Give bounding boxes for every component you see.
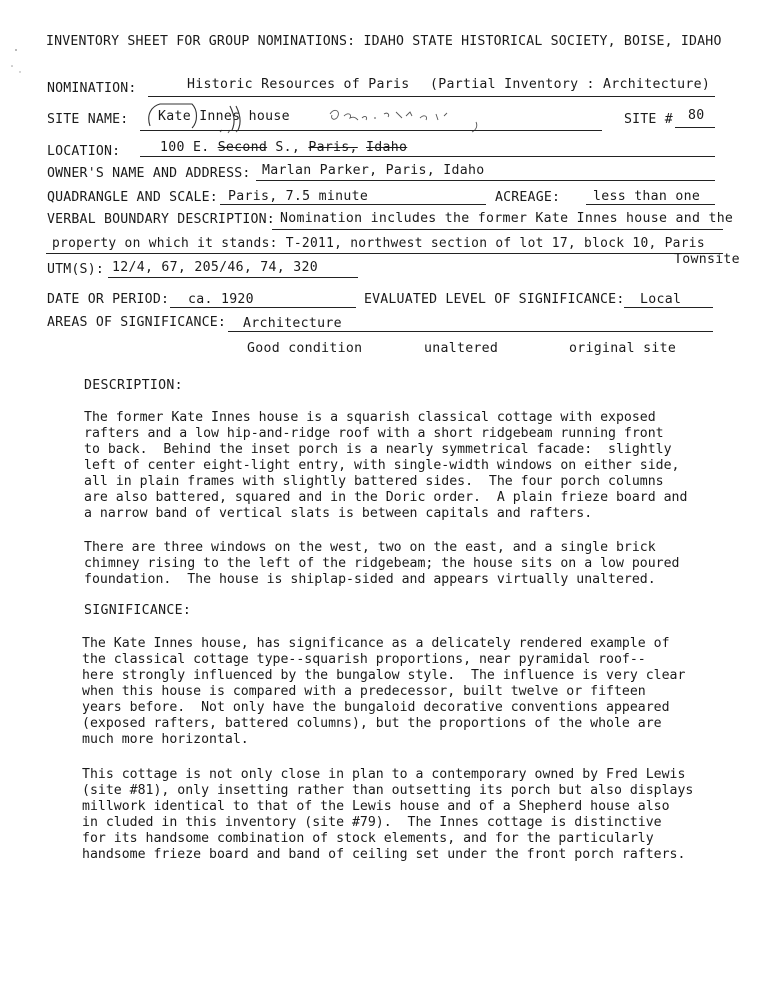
- significance-heading: SIGNIFICANCE:: [84, 603, 192, 618]
- boundary-underline-2: [46, 253, 723, 254]
- significance-level-underline: [624, 307, 713, 308]
- scan-marks: [8, 40, 38, 80]
- quadrangle-underline: [220, 204, 486, 205]
- boundary-label: VERBAL BOUNDARY DESCRIPTION:: [47, 212, 275, 227]
- sheet-title: INVENTORY SHEET FOR GROUP NOMINATIONS: IDAHO STATE HISTORICAL SOCIETY, BOISE, IDAHO: [46, 34, 722, 49]
- location-underline: [140, 156, 715, 157]
- condition-text: Good condition: [247, 341, 363, 356]
- owner-label: OWNER'S NAME AND ADDRESS:: [47, 166, 251, 181]
- owner-value: Marlan Parker, Paris, Idaho: [262, 163, 485, 178]
- description-paragraph-2: There are three windows on the west, two on the east, and a single brick chimney rising to the left of the ridgebeam; the house sits on a low poured foundation. The house is shiplap-sided and appears virtually unaltered.: [84, 540, 680, 587]
- site-name-value: Kate Innes house: [158, 109, 290, 124]
- boundary-line-1: Nomination includes the former Kate Innes house and the: [280, 211, 734, 226]
- owner-underline: [256, 180, 715, 181]
- quadrangle-label: QUADRANGLE AND SCALE:: [47, 190, 218, 205]
- areas-underline: [228, 331, 713, 332]
- nomination-value: Historic Resources of Paris: [187, 77, 410, 92]
- areas-label: AREAS OF SIGNIFICANCE:: [47, 315, 227, 330]
- utm-value: 12/4, 67, 205/46, 74, 320: [112, 260, 318, 275]
- site-status-text: original site: [569, 341, 677, 356]
- acreage-value: less than one: [593, 189, 701, 204]
- acreage-label: ACREAGE:: [495, 190, 561, 205]
- nomination-note: (Partial Inventory : Architecture): [430, 77, 711, 92]
- nomination-underline: [148, 96, 715, 97]
- date-value: ca. 1920: [188, 292, 254, 307]
- areas-value: Architecture: [243, 316, 342, 331]
- date-label: DATE OR PERIOD:: [47, 292, 170, 307]
- utm-label: UTM(S):: [47, 262, 104, 277]
- description-paragraph-1: The former Kate Innes house is a squarish classical cottage with exposed rafters and a low hip-and-ridge roof with a short ridgebeam running front to back. Behind the inset porch is a nearly symmetrical facade: slightly left of center eight-light entry, with single-width windows on either side, all in plain frames with slightly battered sides. The four porch columns are also battered, squared and in the Doric order. A plain frieze board and a narrow band of vertical slats is between capitals and rafters.: [84, 410, 688, 521]
- date-underline: [170, 307, 356, 308]
- site-number-underline: [675, 127, 715, 128]
- site-name-label: SITE NAME:: [47, 112, 129, 127]
- utm-underline: [108, 277, 358, 278]
- significance-level-value: Local: [640, 292, 682, 307]
- location-value: 100 E. Second S., Paris, Idaho: [160, 140, 408, 155]
- alteration-text: unaltered: [424, 341, 499, 356]
- boundary-line-3: Townsite: [674, 252, 740, 267]
- quadrangle-value: Paris, 7.5 minute: [228, 189, 369, 204]
- significance-paragraph-1: The Kate Innes house, has significance as a delicately rendered example of the classical cottage type--squarish proportions, near pyramidal roof-- here strongly influenced by the bungalow style. The influence is very clear when this house is compared with a predecessor, built twelve or fifteen years before. Not only have the bungaloid decorative conventions appeared (exposed rafters, battered columns), but the proportions of the whole are much more horizontal.: [82, 636, 686, 747]
- description-heading: DESCRIPTION:: [84, 378, 183, 393]
- site-number-value: 80: [688, 108, 705, 123]
- boundary-line-2: property on which it stands: T-2011, northwest section of lot 17, block 10, Paris: [52, 236, 705, 251]
- significance-paragraph-2: This cottage is not only close in plan to a contemporary owned by Fred Lewis (site #81), only insetting rather than outsetting its porch but also displays millwork identical to that of the Lewis house and of a Shepherd house also in cluded in this inventory (site #79). The Innes cottage is distinctive for its handsome combination of stock elements, and for the particularly handsome frieze board and band of ceiling set under the front porch rafters.: [82, 767, 694, 862]
- site-number-label: SITE #: [624, 112, 673, 127]
- significance-level-label: EVALUATED LEVEL OF SIGNIFICANCE:: [364, 292, 625, 307]
- location-label: LOCATION:: [47, 144, 121, 159]
- boundary-underline-1: [272, 229, 723, 230]
- acreage-underline: [586, 204, 715, 205]
- nomination-label: NOMINATION:: [47, 81, 137, 96]
- site-name-underline: [140, 130, 602, 131]
